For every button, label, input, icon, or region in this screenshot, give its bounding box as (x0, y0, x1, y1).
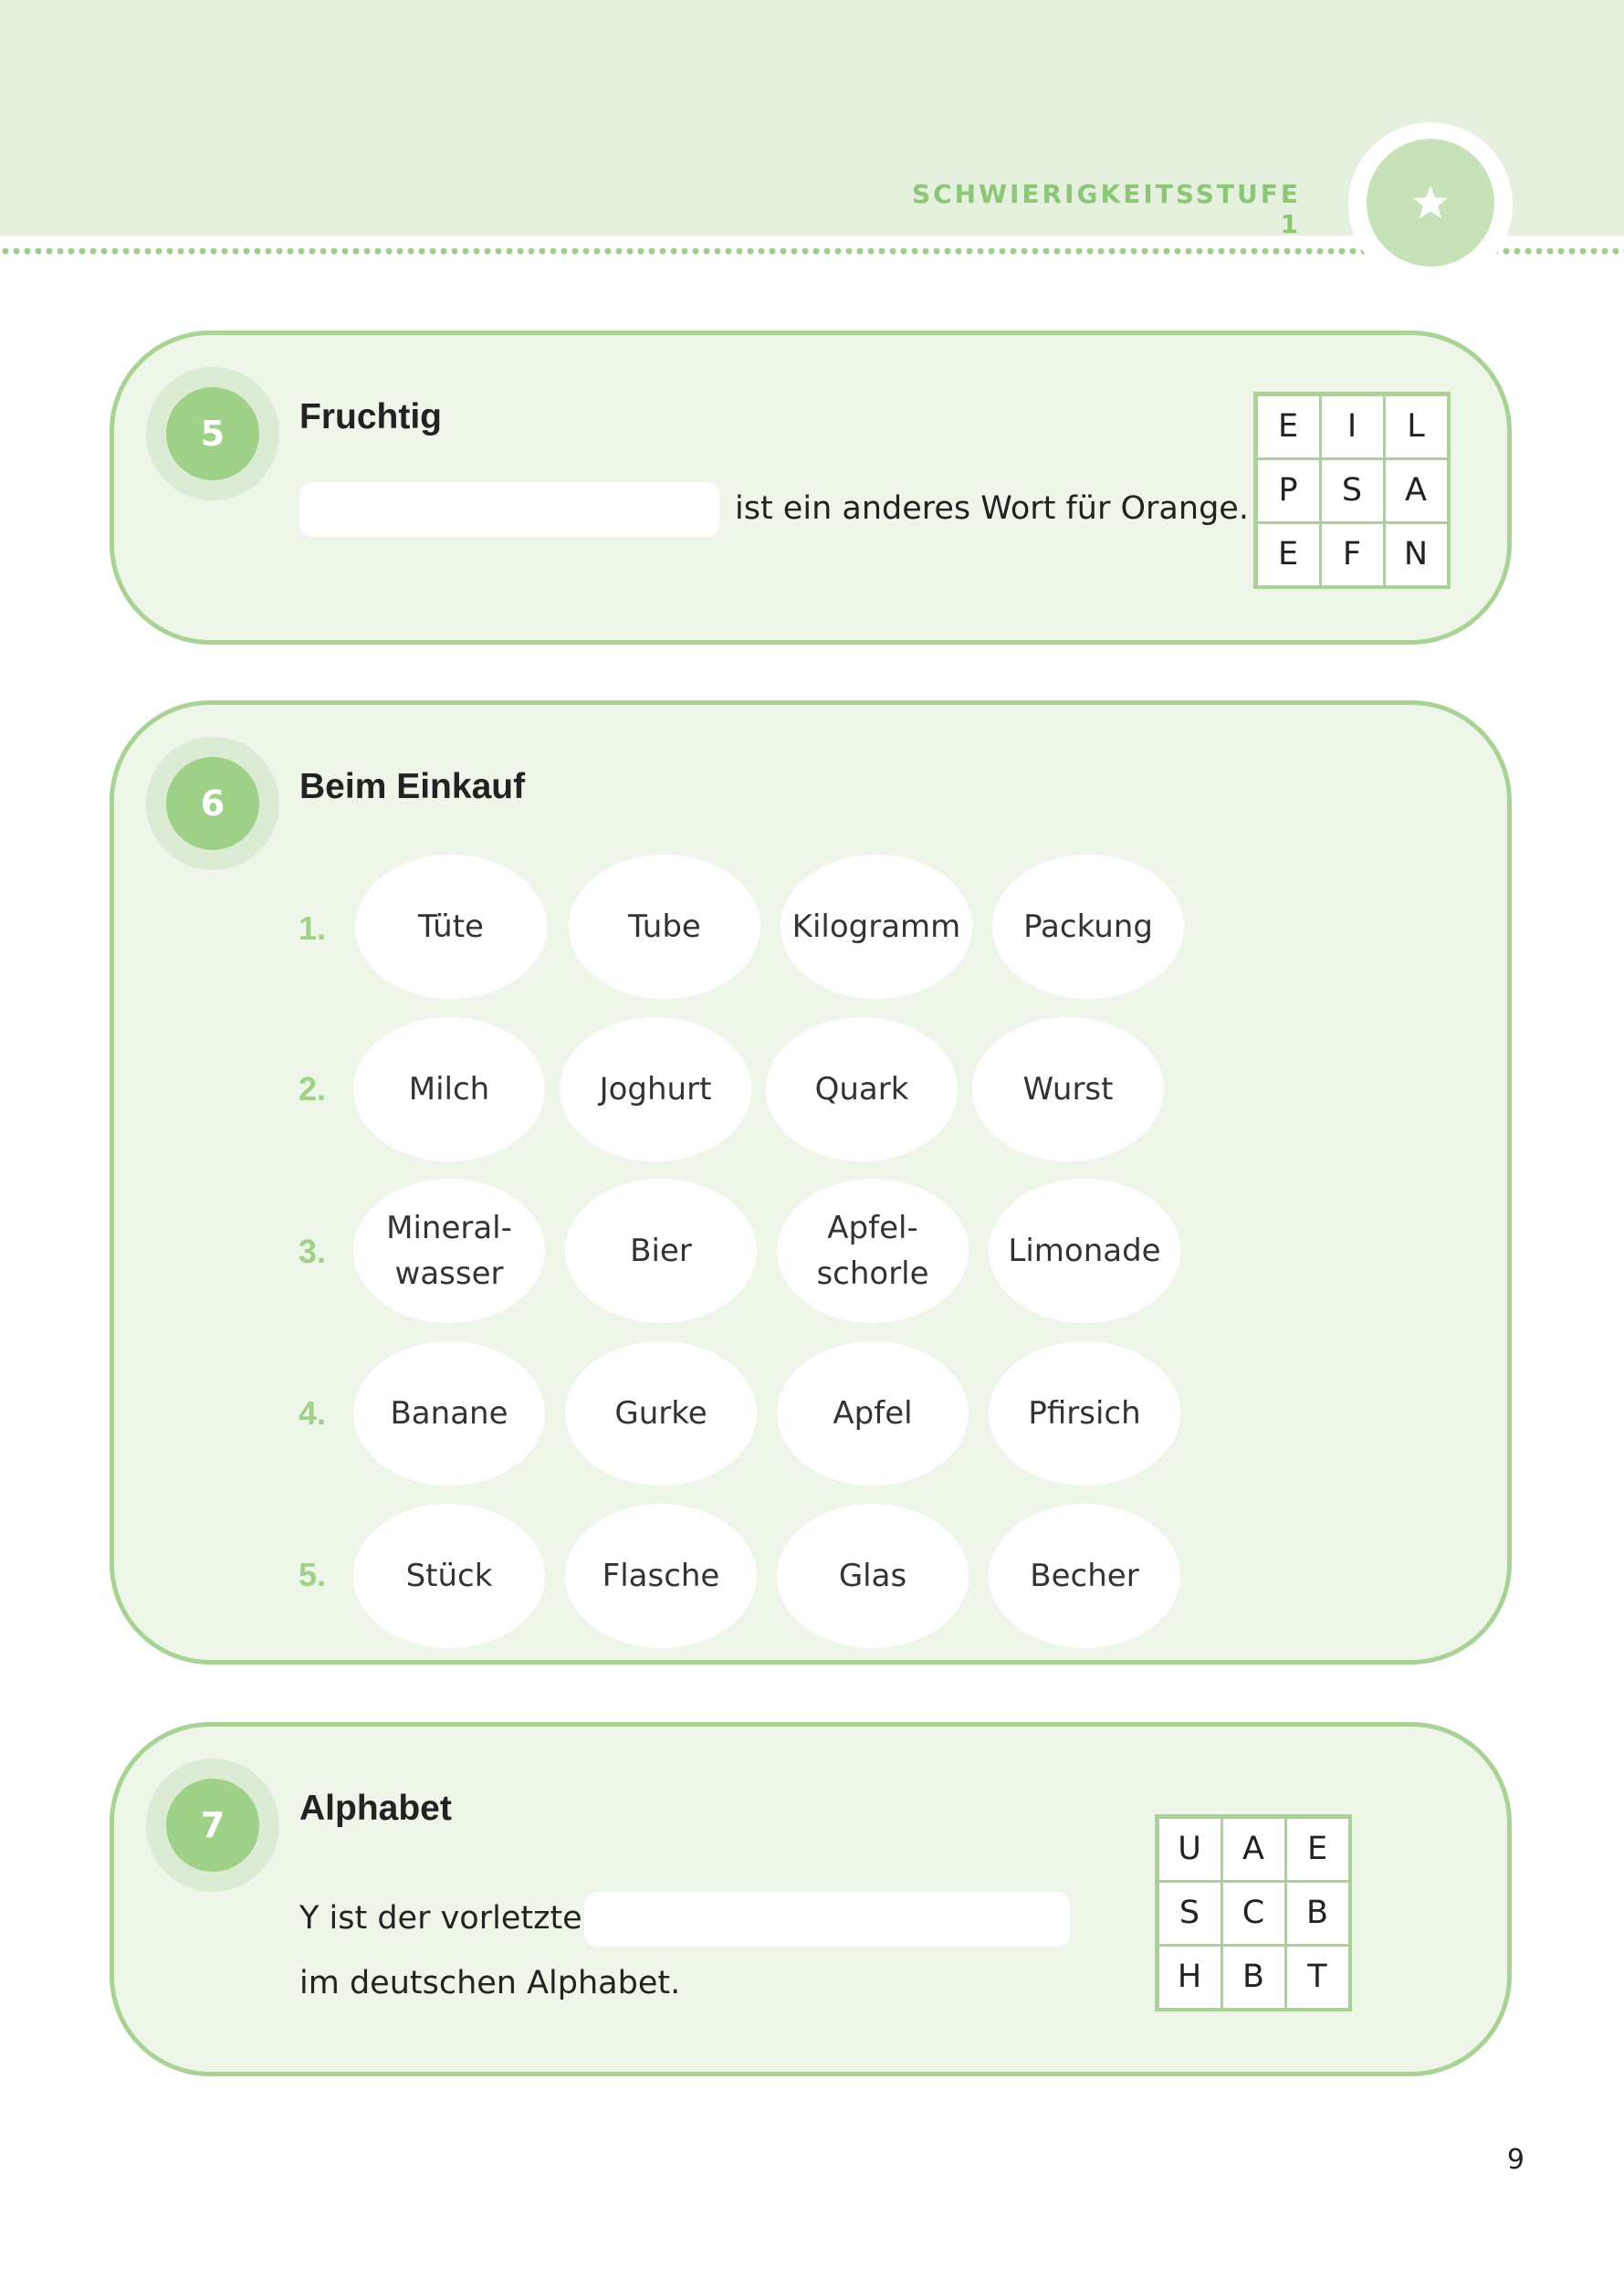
letter-cell: F (1319, 521, 1386, 588)
word-oval[interactable]: Kilogramm (781, 855, 972, 999)
exercise-number-badge: 7 (166, 1779, 259, 1872)
exercise-7-card (110, 1722, 1512, 2076)
exercise-title: Beim Einkauf (299, 767, 526, 806)
word-oval[interactable]: Stück (353, 1504, 545, 1648)
letter-cell: B (1221, 1944, 1287, 2011)
exercise-title: Fruchtig (299, 397, 442, 436)
letter-cell: T (1284, 1944, 1351, 2011)
letter-cell: E (1255, 394, 1322, 460)
word-oval[interactable]: Packung (992, 855, 1184, 999)
word-oval[interactable]: Banane (353, 1341, 545, 1486)
letter-cell: H (1157, 1944, 1223, 2011)
letter-grid (1155, 1814, 1352, 2011)
exercise-5-card (110, 331, 1512, 645)
exercise-number-badge: 5 (166, 387, 259, 480)
difficulty-badge (1367, 139, 1494, 267)
word-oval[interactable]: Wurst (972, 1017, 1164, 1161)
letter-cell: C (1221, 1880, 1287, 1947)
word-oval[interactable]: Limonade (989, 1179, 1180, 1323)
letter-cell: S (1157, 1880, 1223, 1947)
letter-cell: A (1221, 1816, 1287, 1883)
word-oval[interactable]: Tube (569, 855, 760, 999)
letter-cell: S (1319, 457, 1386, 524)
row-number: 4. (299, 1394, 327, 1432)
word-oval[interactable]: Mineral- wasser (353, 1179, 545, 1323)
word-oval[interactable]: Joghurt (560, 1017, 751, 1161)
word-oval[interactable]: Apfel (777, 1341, 969, 1486)
answer-field[interactable] (299, 482, 719, 537)
word-oval[interactable]: Bier (565, 1179, 757, 1323)
letter-cell: P (1255, 457, 1322, 524)
letter-cell: E (1255, 521, 1322, 588)
letter-cell: B (1284, 1880, 1351, 1947)
row-number: 2. (299, 1070, 327, 1108)
exercise-sentence: ist ein anderes Wort für Orange. (735, 490, 1249, 527)
letter-cell: U (1157, 1816, 1223, 1883)
exercise-sentence-end: im deutschen Alphabet. (299, 1965, 681, 2001)
letter-cell: N (1383, 521, 1450, 588)
word-oval[interactable]: Apfel- schorle (777, 1179, 969, 1323)
word-oval[interactable]: Pfirsich (989, 1341, 1180, 1486)
page-number: 9 (1506, 2144, 1524, 2176)
word-oval[interactable]: Glas (777, 1504, 969, 1648)
answer-field[interactable] (584, 1892, 1070, 1947)
difficulty-level-label: SCHWIERIGKEITSSTUFE 1 (911, 179, 1301, 239)
word-oval[interactable]: Becher (989, 1504, 1180, 1648)
star-icon (1409, 182, 1451, 224)
exercise-6-card (110, 700, 1512, 1665)
exercise-number-badge: 6 (166, 757, 259, 850)
word-oval[interactable]: Tüte (355, 855, 547, 999)
word-oval[interactable]: Gurke (565, 1341, 757, 1486)
word-oval[interactable]: Milch (353, 1017, 545, 1161)
word-oval[interactable]: Flasche (565, 1504, 757, 1648)
exercise-title: Alphabet (299, 1789, 452, 1828)
letter-cell: A (1383, 457, 1450, 524)
row-number: 3. (299, 1233, 327, 1270)
row-number: 1. (299, 909, 327, 947)
exercise-sentence-start: Y ist der vorletzte (299, 1900, 582, 1937)
row-number: 5. (299, 1556, 327, 1593)
letter-grid (1253, 392, 1451, 589)
letter-cell: I (1319, 394, 1386, 460)
word-oval[interactable]: Quark (766, 1017, 958, 1161)
letter-cell: E (1284, 1816, 1351, 1883)
letter-cell: L (1383, 394, 1450, 460)
